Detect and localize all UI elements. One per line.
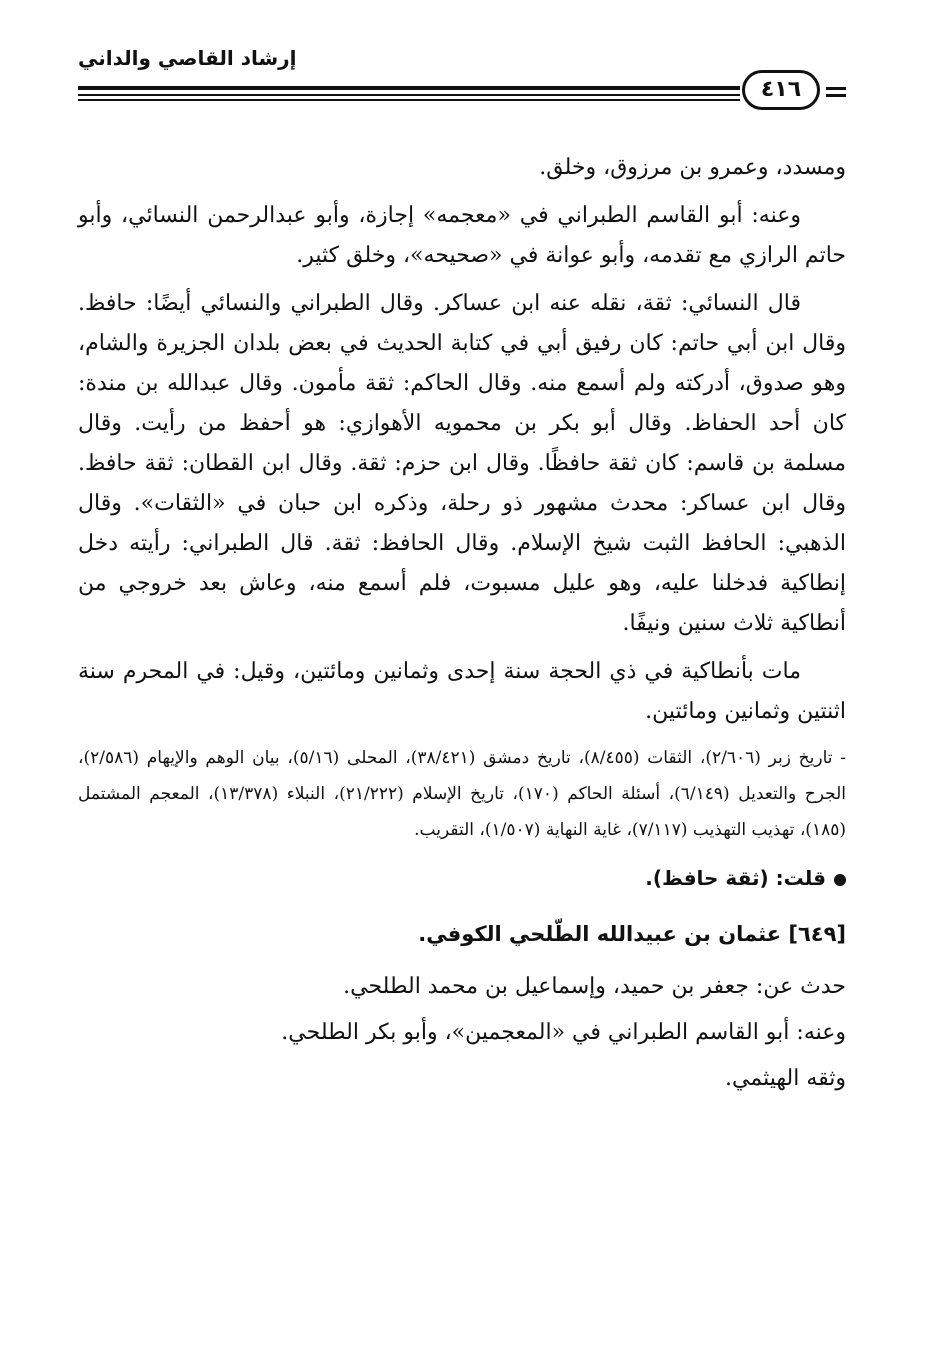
header-dash bbox=[826, 87, 846, 90]
paragraph-grading: قال النسائي: ثقة، نقله عنه ابن عساكر. وقال الطبراني والنسائي أيضًا: حافظ. وقال ابن أبي حاتم: كان رفيق أبي في كتابة الحديث في بعض بلدان الجزيرة والشام، وهو صدوق، أدركته ولم أسمع منه. وقال الحاكم: ثقة مأمون. وقال عبدالله بن مندة: كان أحد الحفاظ. وقال أبو بكر بن محمويه الأهوازي: هو أحفظ من رأيت. وقال مسلمة بن قاسم: كان ثقة حافظًا. وقال ابن حزم: ثقة. وقال ابن القطان: ثقة حافظ. وقال ابن عساكر: محدث مشهور ذو رحلة، وذكره ابن حبان في «الثقات». وقال الذهبي: الحافظ الثبت شيخ الإسلام. وقال الحافظ: ثقة. قال الطبراني: رأيته دخل إنطاكية فدخلنا عليه، وهو عليل مسبوت، فلم أسمع منه، وعاش بعد خروجي من أنطاكية ثلاث سنين ونيفًا. bbox=[78, 291, 846, 636]
verdict-line bbox=[78, 858, 846, 898]
header-rule-thin-2 bbox=[78, 99, 740, 101]
page-number: ٤١٦ bbox=[742, 70, 820, 110]
header-dash-2 bbox=[826, 94, 846, 97]
entry-grading: وثقه الهيثمي. bbox=[725, 1066, 846, 1091]
paragraph-students: وعنه: أبو القاسم الطبراني في «معجمه» إجازة، وأبو عبدالرحمن النسائي، وأبو حاتم الرازي مع تقدمه، وأبو عوانة في «صحيحه»، وخلق كثير. bbox=[78, 203, 846, 268]
verdict-text: قلت: (ثقة حافظ). bbox=[645, 866, 826, 890]
page-body bbox=[78, 148, 846, 1102]
entry-heading: [٦٤٩] عثمان بن عبيدالله الطّلحي الكوفي. bbox=[418, 922, 846, 946]
running-header-title: إرشاد القاصي والداني bbox=[78, 46, 297, 70]
paragraph-death: مات بأنطاكية في ذي الحجة سنة إحدى وثمانين ومائتين، وقيل: في المحرم سنة اثنتين وثمانين ومائتين. bbox=[78, 659, 846, 724]
entry-students: وعنه: أبو القاسم الطبراني في «المعجمين»، وأبو بكر الطلحي. bbox=[281, 1020, 846, 1045]
header-rule-thin bbox=[78, 94, 740, 96]
paragraph-continuation: ومسدد، وعمرو بن مرزوق، وخلق. bbox=[539, 155, 846, 180]
sources-list: - تاريخ زبر (٢/٦٠٦)، الثقات (٨/٤٥٥)، تاريخ دمشق (٣٨/٤٢١)، المحلى (٥/١٦)، بيان الوهم والإيهام (٢/٥٨٦)، الجرح والتعديل (٦/١٤٩)، أسئلة الحاكم (١٧٠)، تاريخ الإسلام (٢١/٢٢٢)، النبلاء (١٣/٣٧٨)، المعجم المشتمل (١٨٥)، تهذيب التهذيب (٧/١١٧)، غاية النهاية (١/٥٠٧)، التقريب. bbox=[78, 748, 846, 840]
entry-teachers: حدث عن: جعفر بن حميد، وإسماعيل بن محمد الطلحي. bbox=[343, 974, 846, 999]
header-rule-thick bbox=[78, 86, 740, 90]
bullet-icon bbox=[834, 874, 846, 886]
